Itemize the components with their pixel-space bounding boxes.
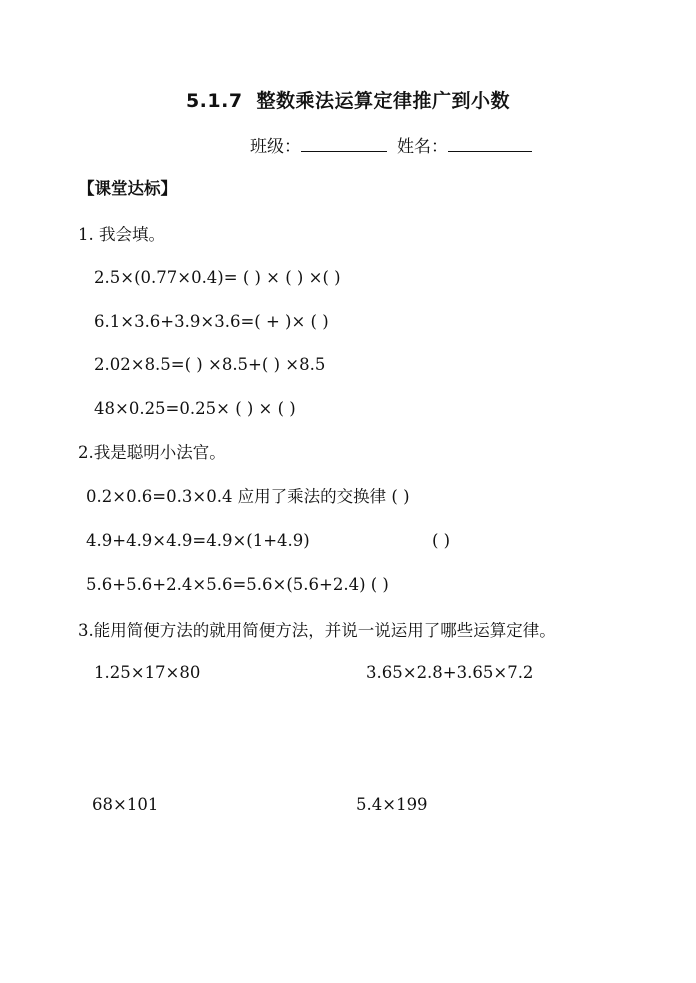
q3-item-2: 3.65×2.8+3.65×7.2 — [366, 663, 534, 682]
class-blank[interactable] — [301, 135, 387, 152]
title-text: 整数乘法运算定律推广到小数 — [256, 90, 511, 112]
q2-item-2[interactable]: 4.9+4.9×4.9=4.9×(1+4.9) — [86, 531, 310, 550]
page-title — [0, 86, 696, 113]
q2-heading: 2.我是聪明小法官。 — [78, 443, 226, 462]
q2-item-1[interactable]: 0.2×0.6=0.3×0.4 应用了乘法的交换律 ( ) — [86, 487, 410, 506]
q1-item-4[interactable]: 48×0.25=0.25× ( ) × ( ) — [94, 399, 296, 418]
student-info — [250, 132, 532, 157]
q3-item-1: 1.25×17×80 — [94, 663, 201, 682]
class-label: 班级： — [250, 137, 301, 157]
title-code: 5.1.7 — [185, 90, 243, 112]
q1-heading: 1. 我会填。 — [78, 225, 165, 244]
q3-item-3: 68×101 — [92, 795, 159, 814]
name-label: 姓名： — [397, 137, 448, 157]
section-heading: 【课堂达标】 — [78, 179, 177, 198]
q2-item-2-answer[interactable]: ( ) — [432, 531, 451, 550]
q3-item-4: 5.4×199 — [356, 795, 428, 814]
q2-item-3[interactable]: 5.6+5.6+2.4×5.6=5.6×(5.6+2.4) ( ) — [86, 575, 389, 594]
q1-item-2[interactable]: 6.1×3.6+3.9×3.6=( + )× ( ) — [94, 312, 329, 331]
q3-heading: 3.能用简便方法的就用简便方法，并说一说运用了哪些运算定律。 — [78, 621, 556, 640]
q1-item-3[interactable]: 2.02×8.5=( ) ×8.5+( ) ×8.5 — [94, 355, 326, 374]
name-blank[interactable] — [448, 135, 532, 152]
q1-item-1[interactable]: 2.5×(0.77×0.4)= ( ) × ( ) ×( ) — [94, 268, 341, 287]
